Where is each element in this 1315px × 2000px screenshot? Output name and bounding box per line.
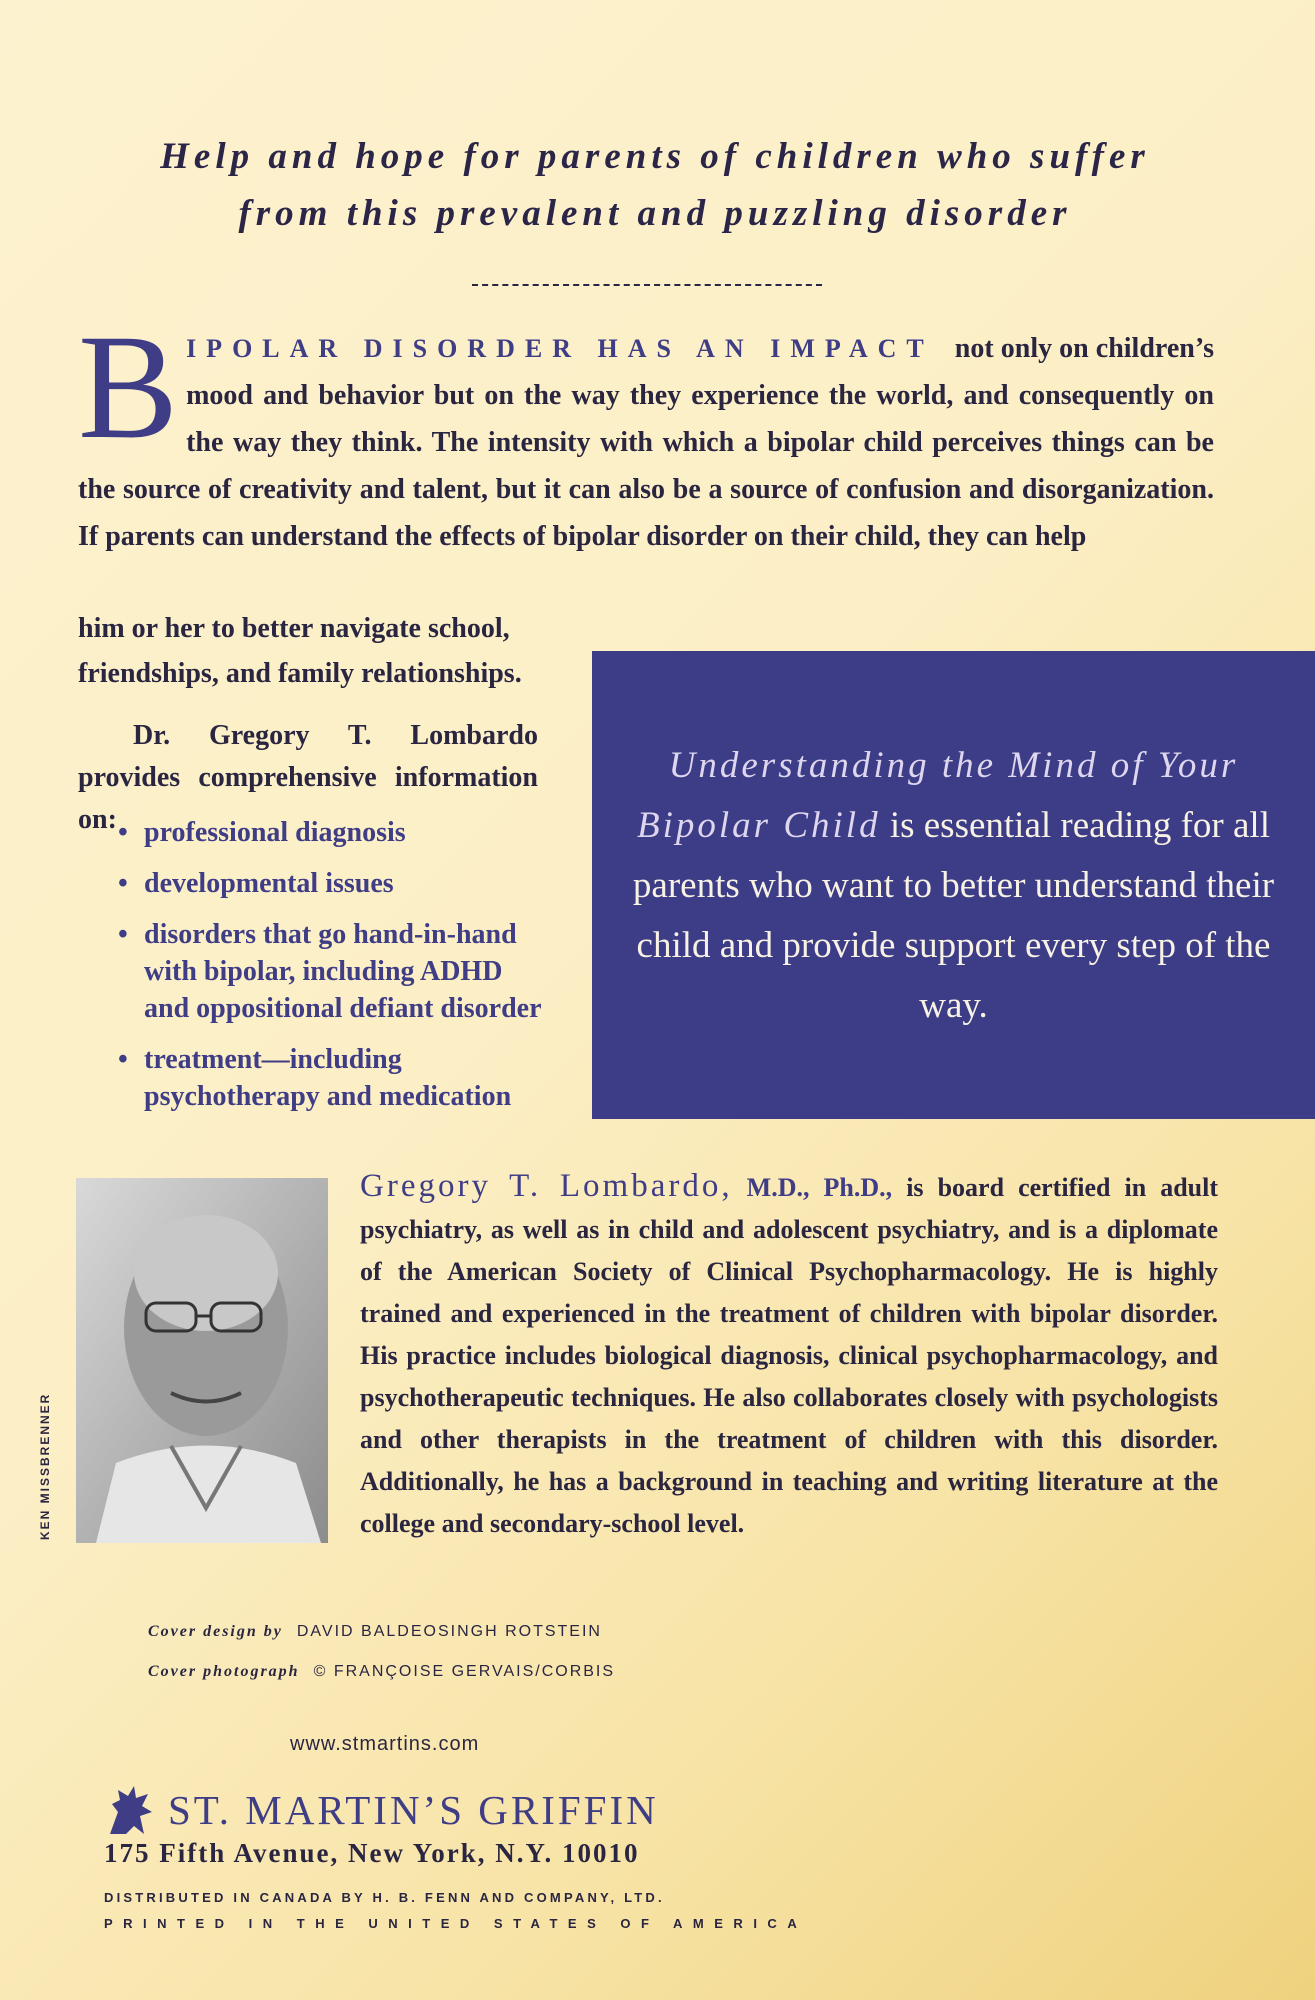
publisher-address: 175 Fifth Avenue, New York, N.Y. 10010 — [104, 1838, 640, 1868]
griffin-icon — [104, 1782, 158, 1838]
list-item: • disorders that go hand-in-hand with bipolar, including ADHD and oppositional defiant disorder — [118, 916, 548, 1027]
intro-continued: him or her to better navigate school, friendships, and family relationships. — [78, 613, 522, 689]
tagline-line-2: from this prevalent and puzzling disorder — [238, 193, 1072, 234]
list-item: • professional diagnosis — [118, 814, 548, 851]
tagline — [150, 128, 1160, 242]
design-credit — [148, 1612, 615, 1652]
intro-lead: IPOLAR DISORDER HAS AN IMPACT — [186, 334, 934, 363]
printed-note: PRINTED IN THE UNITED STATES OF AMERICA — [104, 1916, 808, 1931]
drop-cap: B — [78, 304, 179, 470]
promo-text: is essential reading for all parents who want to better understand their child and provide support every step of the way. — [632, 805, 1275, 1026]
topic-list — [118, 814, 548, 1129]
provides-paragraph: Dr. Gregory T. Lombardo provides comprehensive information on: — [78, 720, 538, 835]
cover-credits — [148, 1612, 615, 1692]
promo-box — [592, 651, 1315, 1119]
intro-paragraph — [78, 304, 1215, 560]
author-photo — [76, 1178, 328, 1543]
photo-credit: KEN MISSBRENNER — [38, 1392, 52, 1540]
author-bio — [360, 1165, 1218, 1545]
list-item: • developmental issues — [118, 865, 548, 902]
author-degrees: M.D., Ph.D., — [746, 1173, 893, 1202]
author-name: Gregory T. Lombardo, — [360, 1168, 733, 1204]
distribution-note: DISTRIBUTED IN CANADA BY H. B. FENN AND COMPANY, LTD. — [104, 1890, 665, 1905]
tagline-line-1: Help and hope for parents of children who suffer — [160, 136, 1150, 177]
ornamental-divider — [472, 284, 822, 286]
publisher-name: ST. MARTIN’S GRIFFIN — [168, 1787, 659, 1833]
photo-credit-name: © FRANÇOISE GERVAIS/CORBIS — [313, 1663, 616, 1680]
design-credit-name: DAVID BALDEOSINGH ROTSTEIN — [296, 1623, 602, 1640]
publisher-url: www.stmartins.com — [290, 1733, 480, 1755]
photo-credit-line — [148, 1652, 615, 1692]
author-bio-text: is board certified in adult psychiatry, as well as in child and adolescent psychiatry, and is a diplomate of the American Society of Clinical Psychopharmacology. He is highly trained and experienced in the treatment of children with bipolar disorder. His practice includes biological diagnosis, clinical psychopharmacology, and psychotherapeutic techniques. He also collaborates closely with psychologists and other therapists in the treatment of children with this disorder. Additionally, he has a background in teaching and writing literature at the college and secondary-school level. — [360, 1173, 1219, 1538]
publisher-logo — [104, 1782, 659, 1838]
book-title: Understanding the Mind of Your Bipolar Child — [637, 745, 1239, 846]
list-item: • treatment—including psychotherapy and medication — [118, 1041, 548, 1115]
intro-text: not only on children’s mood and behavior but on the way they experience the world, and consequently on the way they think. The intensity with which a bipolar child perceives things can be the source of creativity and talent, but it can also be a source of confusion and disorganization. If parents can understand the effects of bipolar disorder on their child, they can help — [78, 333, 1215, 552]
design-credit-label: Cover design by — [148, 1623, 283, 1640]
photo-credit-label: Cover photograph — [148, 1663, 300, 1680]
